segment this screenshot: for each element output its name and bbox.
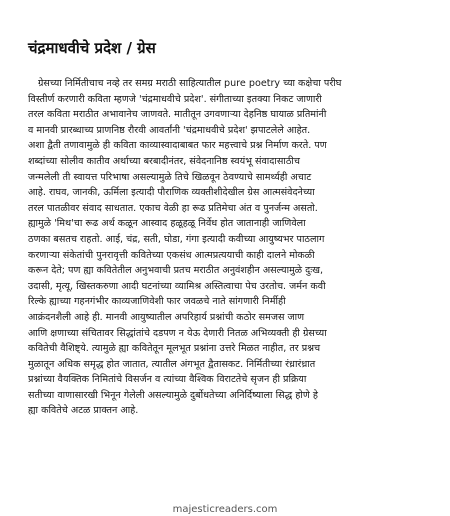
body-line: सतीच्या वाणासारखी भिनून गेलेली असल्यामुळे दुर्बोधतेच्या अनिर्दिष्याला सिद्ध होणे हे (28, 389, 318, 401)
body-line: कवितेची वैशिष्ट्ये. त्यामुळे ह्या कवितेतून मूलभूत प्रश्नांना उत्तरे मिळत नाहीत, तर प्रश्नच (28, 343, 321, 355)
body-line: जन्मलेली ती स्वायत्त परिभाषा असल्यामुळे तिचे खिळवून ठेवण्याचे सामर्थ्यही अचाट (28, 171, 312, 183)
body-line: उदासी, मृत्यू, खिस्तकरुणा आदी घटनांच्या व्यामिश्र अस्तित्वाचा पेच उरतोच. जर्मन कवी (28, 280, 326, 292)
body-paragraph (28, 76, 426, 419)
body-line: आणि क्षणाच्या संचितावर सिद्धांतांचे दडपण न येऊ देणारी नितळ अभिव्यक्ती ही ग्रेसच्या (28, 327, 327, 339)
watermark-footer: majesticreaders.com (172, 504, 278, 515)
body-line: आहे. राघव, जानकी, ऊर्मिला इत्यादी पौराणिक व्यक्तीशीदेखील ग्रेस आत्मसंवेदनेच्या (28, 187, 315, 199)
body-line: ग्रेसच्या निर्मितीचाच नव्हे तर समग्र मराठी साहित्यातील pure poetry च्या कक्षेचा परीघ (38, 78, 342, 89)
body-line: तरल कविता मराठीत अभावानेच जाणवते. मातीतून उगवणाऱ्या देहनिष्ठ घायाळ प्रतिमांनी (28, 109, 327, 121)
body-line: ह्यामुळे 'मिथ'चा रूढ अर्थ कळून आस्वाद हळूहळू निर्वेध होत जाताना‍ही जाणिवेला (28, 218, 306, 230)
body-line: तरल पातळीवर संवाद साधतात. एकाच वेळी हा रूढ प्रतिमेचा अंत व पुनर्जन्म असतो. (28, 202, 318, 214)
body-line: करून देते; पण ह्या कवितेतील अनुभवाची प्रतच मराठीत अनुवंशहीन असल्यामुळे दुःख, (28, 265, 324, 277)
body-line: शब्दांच्या सोलीव कातीव अर्थाच्या बरबादीनंतर, संवेदनानिष्ठ स्वयंभू संवादासाठीच (28, 155, 300, 167)
body-line: करणाऱ्या संकेतांची पुनरावृत्ती कवितेच्या एकसंध आत्मप्रत्ययाची काही दालने मोकळी (28, 249, 315, 261)
body-line: प्रश्नांच्या वैयक्तिक निमितांचे विसर्जन व त्यांच्या वैश्विक विराटतेचे सृजन ही प्रक्रिया (28, 374, 307, 386)
body-line: रिल्के ह्याच्या गहनगंभीर काव्यजाणिवेशी फार जवळचे नाते सांगणारी निर्मीही (28, 296, 286, 308)
body-line: व मानवी प्रारब्धाच्य प्राणनिष्ठ रौरवी आवर्तांनी 'चंद्रमाधवीचे प्रदेश' झपाटलेले आहेत. (28, 124, 311, 136)
body-line: अशा द्वैती तणावामुळे ही कविता काव्यास्वादाबाबत फार महत्त्वाचे प्रश्न निर्माण करते. पण (28, 140, 327, 152)
body-line: ठणका बसतच राहतो. आई, चंद्र, सती, घोडा, गंगा इत्यादी कवीच्या आयुष्यभर पाठलाग (28, 233, 325, 245)
body-line: ह्या कवितेचे अटळ प्राक्तन आहे. (28, 405, 139, 417)
page-title: चंद्रमाधवीचे प्रदेश / ग्रेस (28, 39, 156, 57)
body-line: मुळातून अधिक समृद्ध होत जातात, त्यातील अंगभूत द्वैतासकट. निर्मितीच्या रंध्रारंध्रात (28, 358, 316, 370)
body-line: आक्रंदनशैली आहे ही. मानवी आयुष्यातील अपरिहार्य प्रश्नांची कठोर समजस जाण (28, 311, 305, 323)
body-line: विस्तीर्ण करणारी कविता म्हणजे 'चंद्रमाधवीचे प्रदेश'. संगीताच्या इतक्या निकट जाणारी (28, 93, 322, 105)
